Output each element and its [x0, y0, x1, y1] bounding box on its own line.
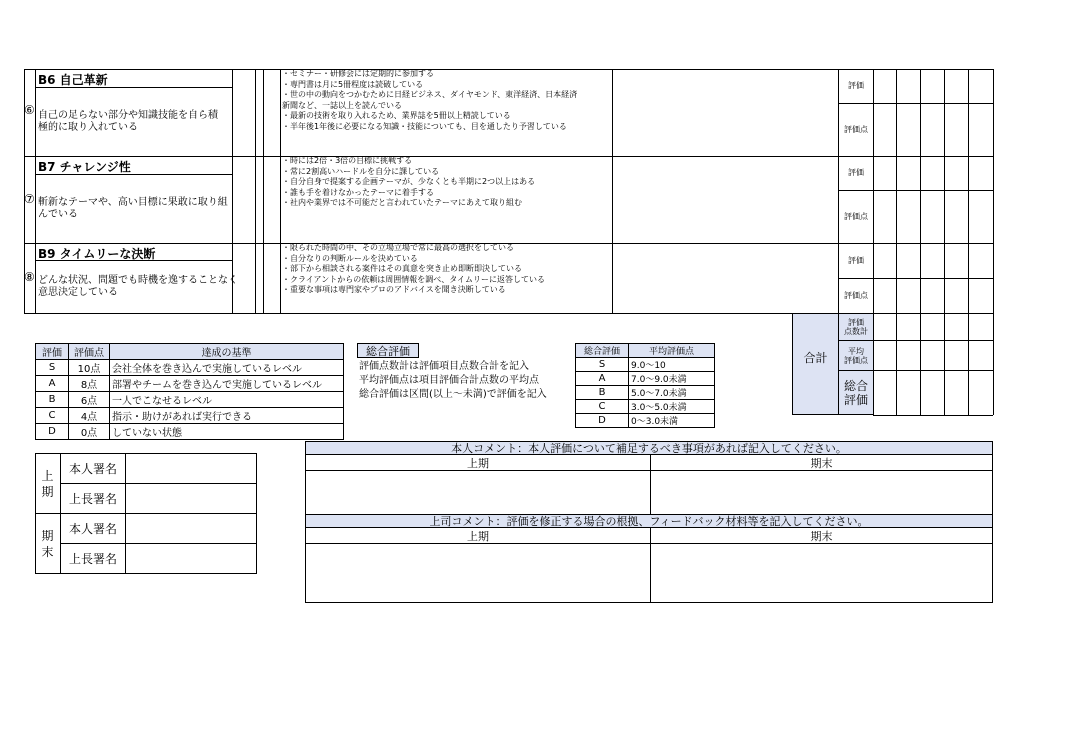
boss-signature-label: 上長署名	[68, 492, 117, 506]
self-comment-first-half-label: 上期	[467, 457, 489, 470]
boss-signature-field[interactable]	[126, 484, 256, 513]
grade-header-average: 平均評価点	[629, 344, 715, 358]
self-signature-label: 本人署名	[68, 462, 117, 476]
self-comment-first-half-field[interactable]	[306, 471, 650, 514]
table-row: A 7.0～9.0未満	[576, 372, 715, 386]
boss-comment-title: 上司コメント：評価を修正する場合の根拠、フィードバック材料等を記入してください。	[306, 515, 992, 528]
table-row: S 9.0～10	[576, 358, 715, 372]
criteria-table	[35, 343, 344, 440]
end-term-label: 期 末	[41, 528, 54, 559]
item-description-b7: 斬新なテーマや、高い目標に果敢に取り組 んでいる	[38, 197, 228, 220]
item-description-b9: どんな状況、問題でも時機を逸することなく 意思決定している	[38, 275, 238, 298]
self-signature-label: 本人署名	[68, 522, 117, 536]
points-label: 評価点	[844, 290, 868, 300]
boss-comment-first-half-label: 上期	[467, 530, 489, 543]
table-row: S 10点 会社全体を巻き込んで実施しているレベル	[36, 360, 344, 376]
item-behaviors-b7: ・時には2倍・3倍の目標に挑戦する ・常に2割高いハードルを自分に課している ・自分自身で提案する企画テーマが、少なくとも半期に2つ以上はある ・誰も手を着けなかったテーマに着手する ・社内や業界では不可能だと言われていたテーマにあえて取り組む	[282, 156, 536, 207]
criteria-header-points: 評価点	[69, 344, 110, 360]
eval-label: 評価	[839, 70, 873, 103]
boss-comment-first-half-field[interactable]	[306, 544, 650, 602]
item-title-b7: B7 チャレンジ性	[38, 160, 131, 174]
first-half-label: 上 期	[41, 468, 54, 499]
table-row: C 3.0～5.0未満	[576, 400, 715, 414]
table-row: D 0～3.0未満	[576, 414, 715, 428]
overall-notes: 評価点数計は評価項目点数合計を記入 平均評価点は項目評価合計点数の平均点 総合評価は区間(以上～未満)で評価を記入	[359, 361, 547, 400]
overall-title: 総合評価	[357, 343, 419, 358]
table-row: A 8点 部署やチームを巻き込んで実施しているレベル	[36, 376, 344, 392]
item-behaviors-b6: ・セミナー・研修会には定期的に参加する ・専門書は月に5冊程度は読破している ・世の中の動向をつかむために日経ビジネス、ダイヤモンド、東洋経済、日本経済 新聞など、一誌以上を読んでいる ・最新の技術を取り入れるため、業界誌を5冊以上精読している ・半年後1年後に必要になる知識・技能についても、目を通したり予習している	[282, 69, 578, 131]
overall-grade-label: 総合 評価	[843, 379, 868, 407]
total-points-label: 評価 点数計	[844, 318, 868, 336]
item-number-7: ⑦	[24, 192, 35, 206]
boss-comment-end-term-field[interactable]	[651, 544, 992, 602]
points-label: 評価点	[844, 211, 868, 221]
grade-header-grade: 総合評価	[576, 344, 629, 358]
item-description-b6: 自己の足らない部分や知識技能を自ら積 極的に取り入れている	[38, 110, 218, 133]
eval-label: 評価	[848, 168, 864, 178]
self-comment-end-term-field[interactable]	[651, 471, 992, 514]
item-title-b6: B6 自己革新	[38, 73, 108, 87]
total-label: 合計	[803, 350, 828, 365]
criteria-header-standard: 達成の基準	[110, 344, 344, 360]
boss-signature-label: 上長署名	[68, 552, 117, 566]
self-signature-field[interactable]	[126, 454, 256, 483]
self-comment-end-term-label: 期末	[810, 457, 833, 470]
boss-signature-field[interactable]	[126, 544, 256, 573]
item-number-8: ⑧	[24, 270, 35, 284]
average-points-label: 平均 評価点	[844, 347, 868, 365]
table-row: C 4点 指示・助けがあれば実行できる	[36, 408, 344, 424]
table-row: B 5.0～7.0未満	[576, 386, 715, 400]
grade-table	[575, 343, 715, 428]
item-behaviors-b9: ・限られた時間の中、その立場立場で常に最高の選択をしている ・自分なりの判断ルールを決めている ・部下から相談される案件はその真意を突き止め即断即決している ・クライアントからの依頼は周囲情報を調べ、タイムリーに返答している ・重要な事項は専門家やプロのアドバイスを聞き決断している	[282, 243, 546, 294]
table-row: D 0点 していない状態	[36, 424, 344, 440]
table-row: B 6点 一人でこなせるレベル	[36, 392, 344, 408]
self-comment-title: 本人コメント：本人評価について補足するべき事項があれば記入してください。	[306, 442, 992, 455]
boss-comment-end-term-label: 期末	[810, 530, 833, 543]
criteria-header-grade: 評価	[36, 344, 69, 360]
item-number-6: ⑥	[24, 103, 35, 117]
item-title-b9: B9 タイムリーな決断	[38, 247, 156, 261]
eval-label: 評価	[848, 255, 864, 265]
self-signature-field[interactable]	[126, 514, 256, 543]
points-label: 評価点	[844, 124, 868, 134]
